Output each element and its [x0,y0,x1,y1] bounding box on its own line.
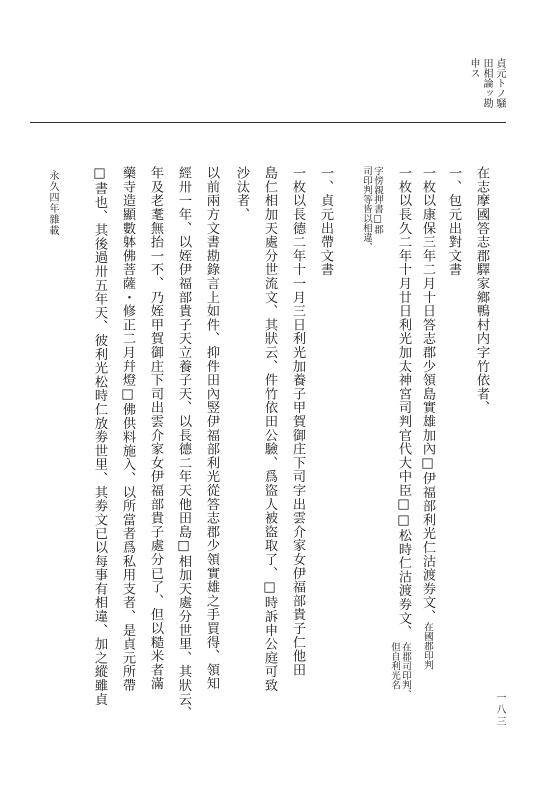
body-column-5-note-1: 字傍親押書□郡 [372,166,383,234]
body-column-1: 在志摩國答志郡驛家鄉鴨村内字竹依者、 [474,166,489,415]
body-column-5-note-2: 司印判等皆以相違、 [361,166,372,252]
body-column-4: 一枚以長久二年十月廿日利光加太神宮司判官代大中臣□□松時仁沽渡券文、 [396,166,411,639]
body-column-2: 一、包元出對文書 [446,166,461,277]
body-column-7: 一枚以長德二年十一月三日利光加養子甲賀御庄下司字出雲介家女伊福部貴子仁他田 [290,166,305,677]
body-column-13: 藥寺造顯數躰佛菩薩・修正二月幷燈□佛供料施入、以所當者爲私用支者、是貞元所帶 [120,166,135,693]
running-title: 永久四年雜載 [47,170,58,236]
page-number: 一八三 [494,692,505,728]
body-column-11: 經卅一年、以姪伊福部貴子天立養子天、以長德二年天他田島□相加天處分世里、其狀云、 [176,166,191,720]
header-rule [30,122,506,123]
body-column-3-note: 在國郡印判 [422,622,433,670]
body-column-10: 以前兩方文書勘錄言上如件、抑件田內竪伊福部利光從答志郡少領實雄之手買得、領知 [204,166,219,691]
body-column-8: 島仁相加天處分世流文、其狀云、件竹依田公驗、爲盜人被盜取了、□時訴申公庭可致 [262,166,277,693]
header-note-line-1: 貞元トノ騒 [494,58,505,108]
body-column-4-note-1: 在郡司印判、 [400,642,411,699]
body-column-12: 年及老耄無抬一不、乃姪甲賀御庄下司出雲介家女伊福部貴子處分已了、但以糙米者滿 [148,166,163,691]
header-note-line-3: 申ス [468,58,479,78]
body-column-4-note-2: 但自利光名 [389,642,400,690]
body-column-3: 一枚以康保三年二月十日答志郡少領島實雄加內□伊福部利光仁沽渡券文、 [420,166,435,624]
body-column-9: 沙汰者、 [234,166,249,222]
header-note-line-2: 田相論ッ勘 [481,58,492,108]
body-column-6: 一、貞元出帶文書 [318,166,333,277]
body-column-14: □書也、其後過卅五年天、彼利光松時仁放劵世里、其劵文已以每事有相違、加之縱雖貞 [92,166,107,706]
